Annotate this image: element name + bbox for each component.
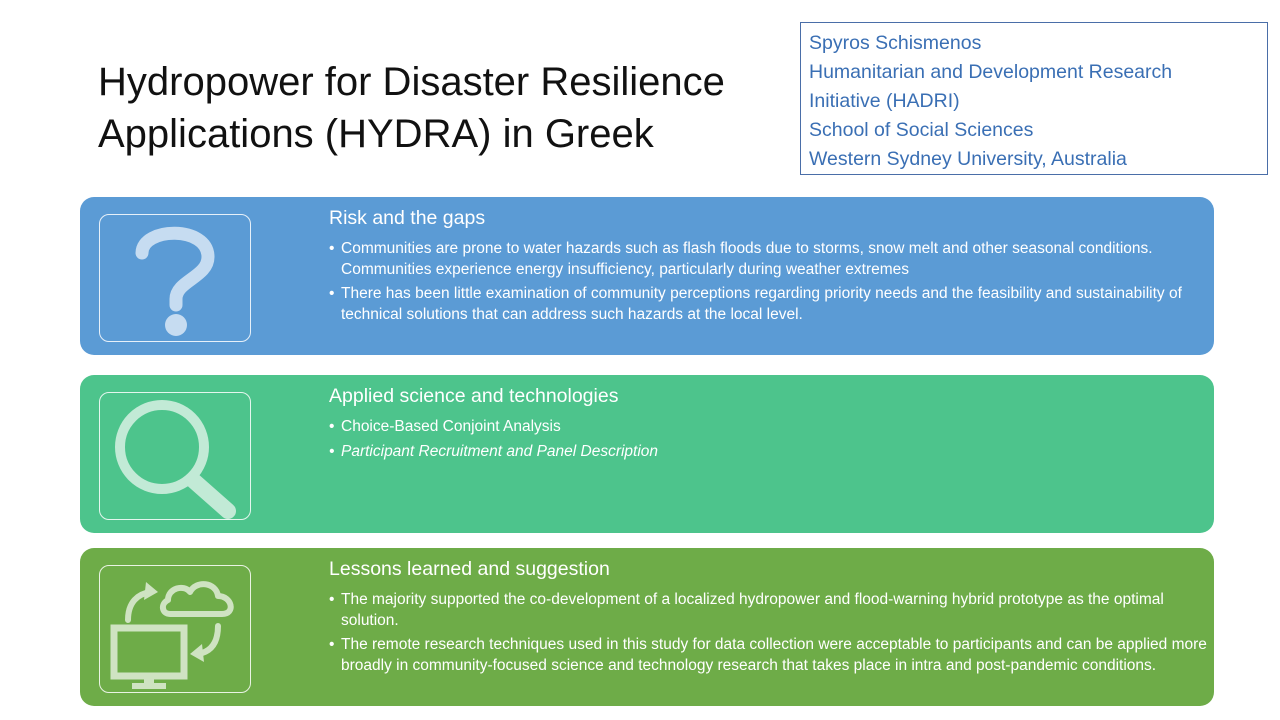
author-org-line-1: Humanitarian and Development Research: [809, 61, 1173, 83]
bullet-item: • Participant Recruitment and Panel Description: [329, 442, 1209, 463]
bullet-list: [329, 239, 1209, 329]
bullet-item: • Choice-Based Conjoint Analysis: [329, 417, 1209, 438]
panel-heading: Risk and the gaps: [329, 207, 486, 229]
bullet-item: • The remote research techniques used in this study for data collection were acceptable to participants and can be applied more broadly in community-focused science and technology research that takes place in intra and post-pandemic conditions.: [329, 635, 1209, 676]
bullet-item: • The majority supported the co-development of a localized hydropower and flood-warning hybrid prototype as the optimal solution.: [329, 590, 1209, 631]
slide-title: [98, 56, 788, 160]
panel-risk-and-gaps: [80, 197, 1214, 355]
panel-heading: Applied science and technologies: [329, 385, 619, 407]
panel-lessons-learned: [80, 548, 1214, 706]
author-school: School of Social Sciences: [809, 119, 1034, 141]
bullet-list: [329, 590, 1209, 680]
author-university: Western Sydney University, Australia: [809, 148, 1127, 170]
panel-applied-science: [80, 375, 1214, 533]
author-name: Spyros Schismenos: [809, 32, 982, 54]
title-line-2: Applications (HYDRA) in Greek: [98, 112, 654, 156]
bullet-list: [329, 417, 1209, 466]
cloud-computer-sync-icon: [99, 565, 251, 693]
author-org-line-2: Initiative (HADRI): [809, 90, 960, 112]
bullet-item: • Communities are prone to water hazards such as flash floods due to storms, snow melt and other seasonal conditions. Communities experience energy insufficiency, particularly during weather extremes: [329, 239, 1209, 280]
magnifying-glass-icon: [99, 392, 251, 520]
bullet-item: • There has been little examination of community perceptions regarding priority needs and the feasibility and sustainability of technical solutions that can address such hazards at the local level.: [329, 284, 1209, 325]
author-info-box: [800, 22, 1268, 175]
panel-heading: Lessons learned and suggestion: [329, 558, 610, 580]
question-mark-icon: [99, 214, 251, 342]
title-line-1: Hydropower for Disaster Resilience: [98, 60, 725, 104]
